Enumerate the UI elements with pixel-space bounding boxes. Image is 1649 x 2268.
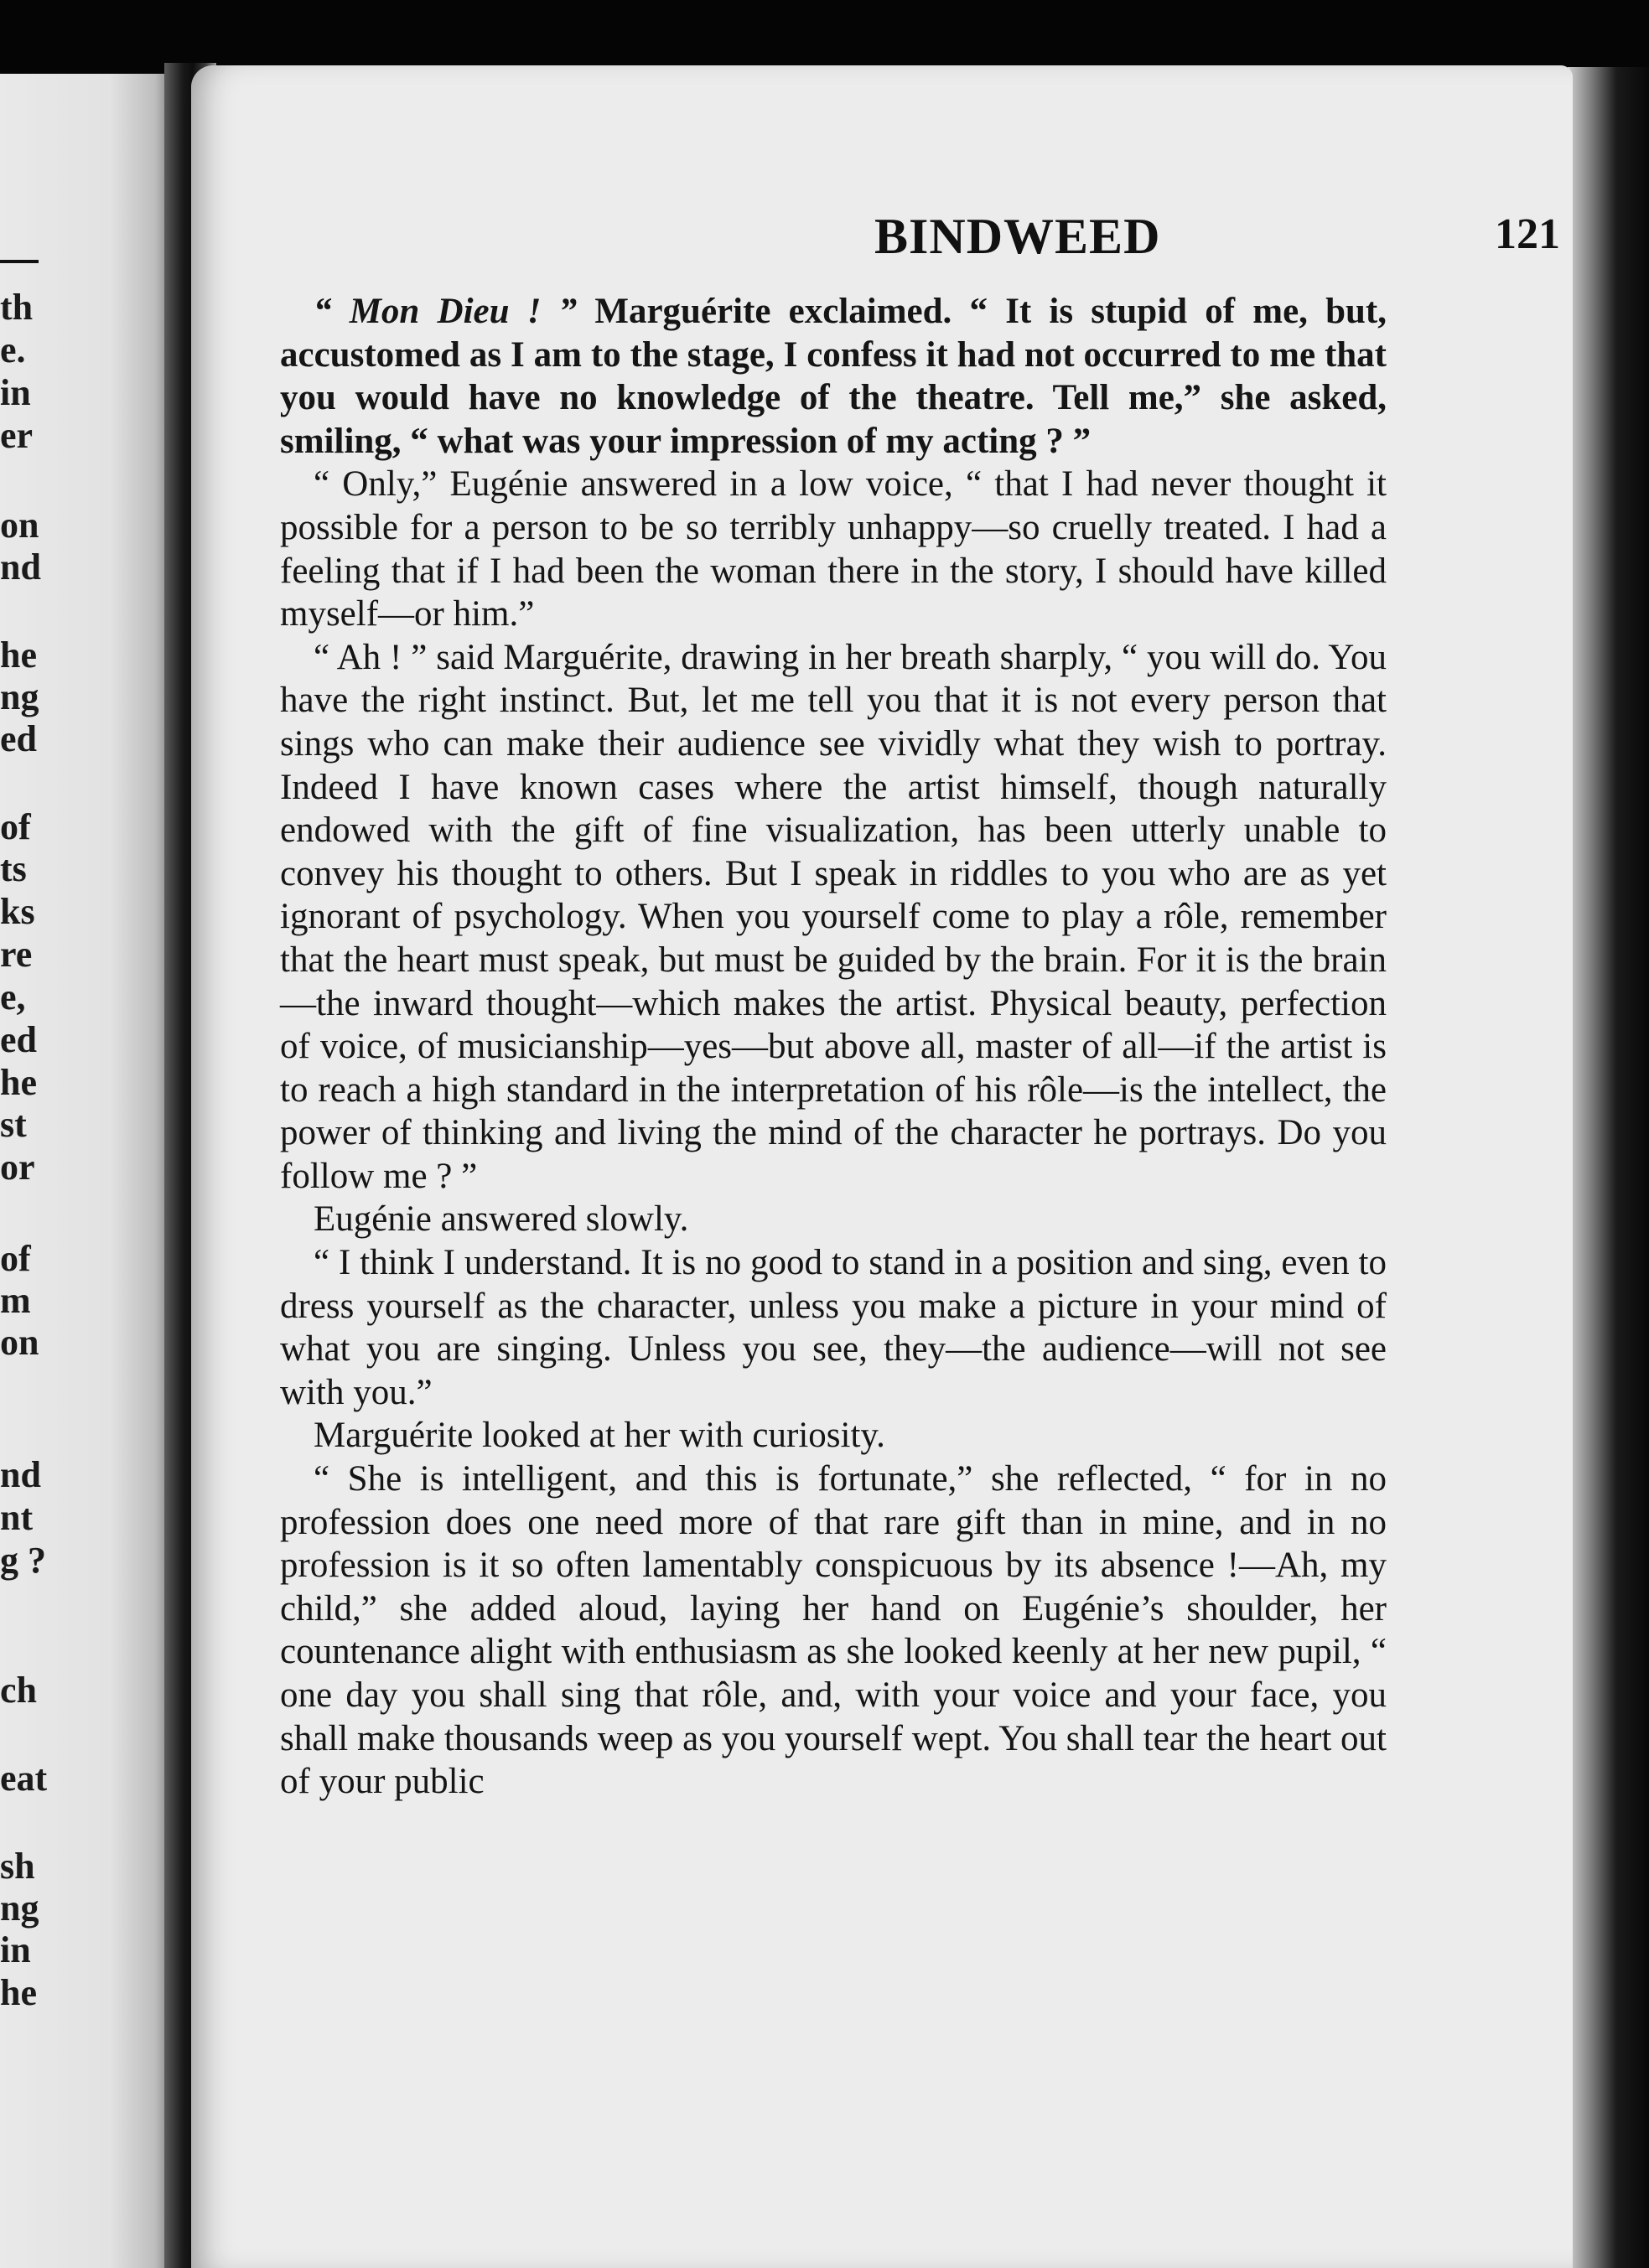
facing-page-rule xyxy=(0,260,39,263)
running-head-title: BINDWEED xyxy=(874,209,1161,264)
paragraph: Eugénie answered slowly. xyxy=(314,1199,689,1240)
paragraph-text: Marguérite exclaimed. “ It is stupid of me, but, accustomed as I am to the stage, I confess it had not occurred to me that you would have no knowledge of the theatre. Tell me,” she asked, smiling, “ what was your impression of my acting ? ” xyxy=(280,292,1387,461)
paragraph-lead: “ Mon Dieu ! ” xyxy=(314,292,578,331)
facing-page-fragment: m xyxy=(0,1280,31,1321)
facing-page-fragment: e, xyxy=(0,976,26,1017)
facing-page-fragment: eat xyxy=(0,1758,48,1799)
facing-page-fragment: ed xyxy=(0,718,37,759)
page-number: 121 xyxy=(1495,210,1560,258)
facing-page-fragment: ch xyxy=(0,1670,37,1711)
facing-page-fragment: of xyxy=(0,806,31,847)
paragraph: “ Ah ! ” said Marguérite, drawing in her breath sharply, “ you will do. You have the right instinct. But, let me tell you that it is not every person that sings who can make their audience see vividly what they wish to portray. Indeed I have known cases where the artist himself, though naturally endowed with the gift of fine visualization, has been utterly unable to convey his thought to others. But I speak in riddles to you who are as yet ignorant of psychology. When you yourself come to play a rôle, remember that the heart must speak, but must be guided by the brain. For it is the brain—the inward thought—which makes the artist. Physical beauty, perfection of voice, of musicianship—yes—but above all, master of all—if the artist is to reach a high standard in the interpretation of his rôle—is the intellect, the power of thinking and living the mind of the character he portrays. Do you follow me ? ” xyxy=(280,637,1387,1196)
paragraph: “ I think I understand. It is no good to stand in a position and sing, even to dress yourself as the character, unless you make a picture in your mind of what you are singing. Unless you see, they—the audience—will not see with you.” xyxy=(280,1243,1387,1412)
body-text xyxy=(280,290,1387,1804)
book-page xyxy=(191,65,1573,2268)
page-edge-shadow xyxy=(1568,67,1649,2268)
facing-page-fragment: th xyxy=(0,287,34,328)
facing-page-fragment: ed xyxy=(0,1019,37,1060)
facing-page-fragment: ts xyxy=(0,848,27,889)
facing-page-fragment: he xyxy=(0,1062,37,1103)
facing-page-fragment: on xyxy=(0,505,39,546)
facing-page-fragment: ng xyxy=(0,1887,39,1929)
facing-page xyxy=(0,74,183,2268)
facing-page-fragment: nd xyxy=(0,546,41,588)
facing-page-fragment: st xyxy=(0,1104,27,1145)
facing-page-fragment: nd xyxy=(0,1454,41,1495)
paragraph: “ Only,” Eugénie answered in a low voice, “ that I had never thought it possible for a person to be so terribly unhappy—so cruelly treated. I had a feeling that if I had been the woman there in the story, I should have killed myself—or him.” xyxy=(280,464,1387,634)
paragraph: Marguérite looked at her with curiosity. xyxy=(314,1416,885,1456)
facing-page-fragment: he xyxy=(0,1972,37,2013)
facing-page-fragment: he xyxy=(0,634,37,676)
facing-page-fragment: re xyxy=(0,934,33,975)
facing-page-fragment: ng xyxy=(0,676,39,717)
facing-page-fragment: nt xyxy=(0,1497,34,1538)
facing-page-fragment: er xyxy=(0,415,34,456)
facing-page-fragment: of xyxy=(0,1238,31,1279)
facing-page-fragment: in xyxy=(0,372,31,413)
paragraph xyxy=(280,290,1387,463)
facing-page-fragment: sh xyxy=(0,1846,35,1887)
facing-page-fragment: or xyxy=(0,1147,35,1188)
facing-page-fragment: ks xyxy=(0,891,35,932)
facing-page-fragment: on xyxy=(0,1322,39,1363)
paragraph: “ She is intelligent, and this is fortunate,” she reflected, “ for in no profession does one need more of that rare gift than in mine, and in no profession is it so often lamentably conspicuous by its absence !—Ah, my child,” she added aloud, laying her hand on Eugénie’s shoulder, her countenance alight with enthusiasm as she looked keenly at her new pupil, “ one day you shall sing that rôle, and, with your voice and your face, you shall make thousands weep as you yourself wept. You shall tear the heart out of your public xyxy=(280,1459,1387,1802)
running-head xyxy=(191,208,1573,267)
facing-page-fragment: g ? xyxy=(0,1540,46,1581)
facing-page-fragment: e. xyxy=(0,329,26,370)
facing-page-fragment: in xyxy=(0,1929,31,1970)
